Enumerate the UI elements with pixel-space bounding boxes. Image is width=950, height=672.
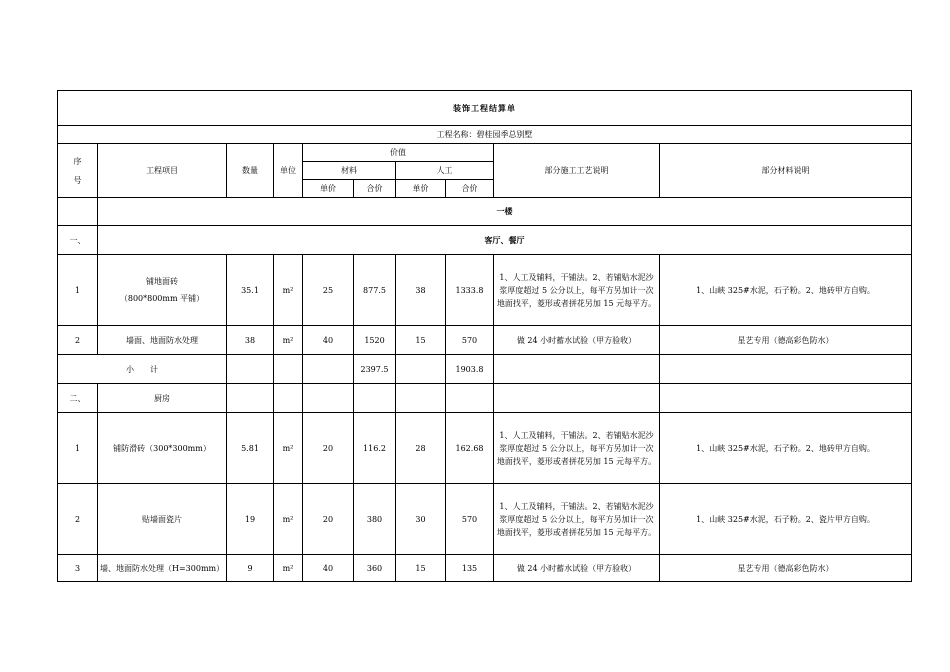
row-number: 2	[58, 326, 98, 355]
floor-label: 一楼	[98, 198, 912, 226]
subtotal-label: 小 计	[58, 355, 227, 384]
table-row	[58, 484, 912, 555]
labor-unit-price: 38	[396, 255, 446, 326]
row-number: 1	[58, 413, 98, 484]
labor-total: 570	[446, 484, 494, 555]
material-total: 360	[354, 555, 396, 582]
empty-cell	[274, 384, 303, 413]
craft-description: 1、人工及辅料，干铺法。2、若铺贴水泥沙浆厚度超过 5 公分以上，每平方另加计一次地面找平，菱形或者拼花另加 15 元每平方。	[494, 484, 660, 555]
item-name: 墙、地面防水处理（H=300mm）	[98, 555, 227, 582]
table-row	[58, 555, 912, 582]
material-unit-price: 40	[303, 555, 354, 582]
row-number: 2	[58, 484, 98, 555]
item-name: 铺防滑砖（300*300mm）	[98, 413, 227, 484]
header-seq: 序 号	[58, 144, 98, 198]
empty-cell	[274, 355, 303, 384]
empty-cell	[303, 355, 354, 384]
item-name: 铺地面砖 （800*800mm 平铺）	[98, 255, 227, 326]
labor-unit-price: 28	[396, 413, 446, 484]
labor-total: 135	[446, 555, 494, 582]
empty-cell	[58, 198, 98, 226]
header-material-desc: 部分材料说明	[660, 144, 912, 198]
row-number: 1	[58, 255, 98, 326]
material-description: 星艺专用（德高彩色防水）	[660, 555, 912, 582]
subtotal-material-total: 2397.5	[354, 355, 396, 384]
unit: m²	[274, 555, 303, 582]
document-title: 装饰工程结算单	[58, 91, 912, 126]
craft-description: 做 24 小时蓄水试验（甲方验收）	[494, 555, 660, 582]
empty-cell	[396, 355, 446, 384]
material-description: 1、山峡 325#水泥，石子粉。2、地砖甲方自购。	[660, 413, 912, 484]
header-item: 工程项目	[98, 144, 227, 198]
material-description: 1、山峡 325#水泥，石子粉。2、地砖甲方自购。	[660, 255, 912, 326]
section-title: 客厅、餐厅	[98, 226, 912, 255]
labor-unit-price: 15	[396, 326, 446, 355]
labor-total: 570	[446, 326, 494, 355]
labor-unit-price: 15	[396, 555, 446, 582]
unit: m²	[274, 255, 303, 326]
item-name: 墙面、地面防水处理	[98, 326, 227, 355]
unit: m²	[274, 484, 303, 555]
section-row	[58, 384, 912, 413]
subtotal-row	[58, 355, 912, 384]
empty-cell	[227, 384, 274, 413]
section-number: 一、	[58, 226, 98, 255]
settlement-table	[57, 90, 912, 582]
section-title: 厨房	[98, 384, 227, 413]
material-total: 116.2	[354, 413, 396, 484]
header-qty: 数量	[227, 144, 274, 198]
header-mat-unit-price: 单价	[303, 180, 354, 198]
material-unit-price: 20	[303, 413, 354, 484]
material-total: 1520	[354, 326, 396, 355]
empty-cell	[354, 384, 396, 413]
header-lab-unit-price: 单价	[396, 180, 446, 198]
material-total: 877.5	[354, 255, 396, 326]
header-material: 材料	[303, 162, 396, 180]
header-craft: 部分施工工艺说明	[494, 144, 660, 198]
table-row	[58, 255, 912, 326]
header-mat-total: 合价	[354, 180, 396, 198]
unit: m²	[274, 326, 303, 355]
row-number: 3	[58, 555, 98, 582]
quantity: 19	[227, 484, 274, 555]
empty-cell	[227, 355, 274, 384]
quantity: 5.81	[227, 413, 274, 484]
material-total: 380	[354, 484, 396, 555]
empty-cell	[660, 384, 912, 413]
empty-cell	[396, 384, 446, 413]
craft-description: 做 24 小时蓄水试验（甲方验收）	[494, 326, 660, 355]
empty-cell	[446, 384, 494, 413]
craft-description: 1、人工及辅料，干铺法。2、若铺贴水泥沙浆厚度超过 5 公分以上，每平方另加计一次地面找平，菱形或者拼花另加 15 元每平方。	[494, 413, 660, 484]
project-name: 工程名称：碧桂园季总别墅	[58, 126, 912, 144]
empty-cell	[303, 384, 354, 413]
table-row	[58, 413, 912, 484]
material-description: 星艺专用（德高彩色防水）	[660, 326, 912, 355]
labor-total: 162.68	[446, 413, 494, 484]
quantity: 38	[227, 326, 274, 355]
labor-unit-price: 30	[396, 484, 446, 555]
material-unit-price: 20	[303, 484, 354, 555]
empty-cell	[494, 355, 660, 384]
header-lab-total: 合价	[446, 180, 494, 198]
quantity: 35.1	[227, 255, 274, 326]
subtotal-labor-total: 1903.8	[446, 355, 494, 384]
craft-description: 1、人工及辅料，干铺法。2、若铺贴水泥沙浆厚度超过 5 公分以上，每平方另加计一次地面找平，菱形或者拼花另加 15 元每平方。	[494, 255, 660, 326]
material-description: 1、山峡 325#水泥，石子粉。2、瓷片甲方自购。	[660, 484, 912, 555]
section-number: 二、	[58, 384, 98, 413]
empty-cell	[660, 355, 912, 384]
header-value: 价值	[303, 144, 494, 162]
table-row	[58, 326, 912, 355]
material-unit-price: 25	[303, 255, 354, 326]
labor-total: 1333.8	[446, 255, 494, 326]
header-unit: 单位	[274, 144, 303, 198]
unit: m²	[274, 413, 303, 484]
quantity: 9	[227, 555, 274, 582]
item-name: 贴墙面瓷片	[98, 484, 227, 555]
empty-cell	[494, 384, 660, 413]
header-labor: 人工	[396, 162, 494, 180]
material-unit-price: 40	[303, 326, 354, 355]
